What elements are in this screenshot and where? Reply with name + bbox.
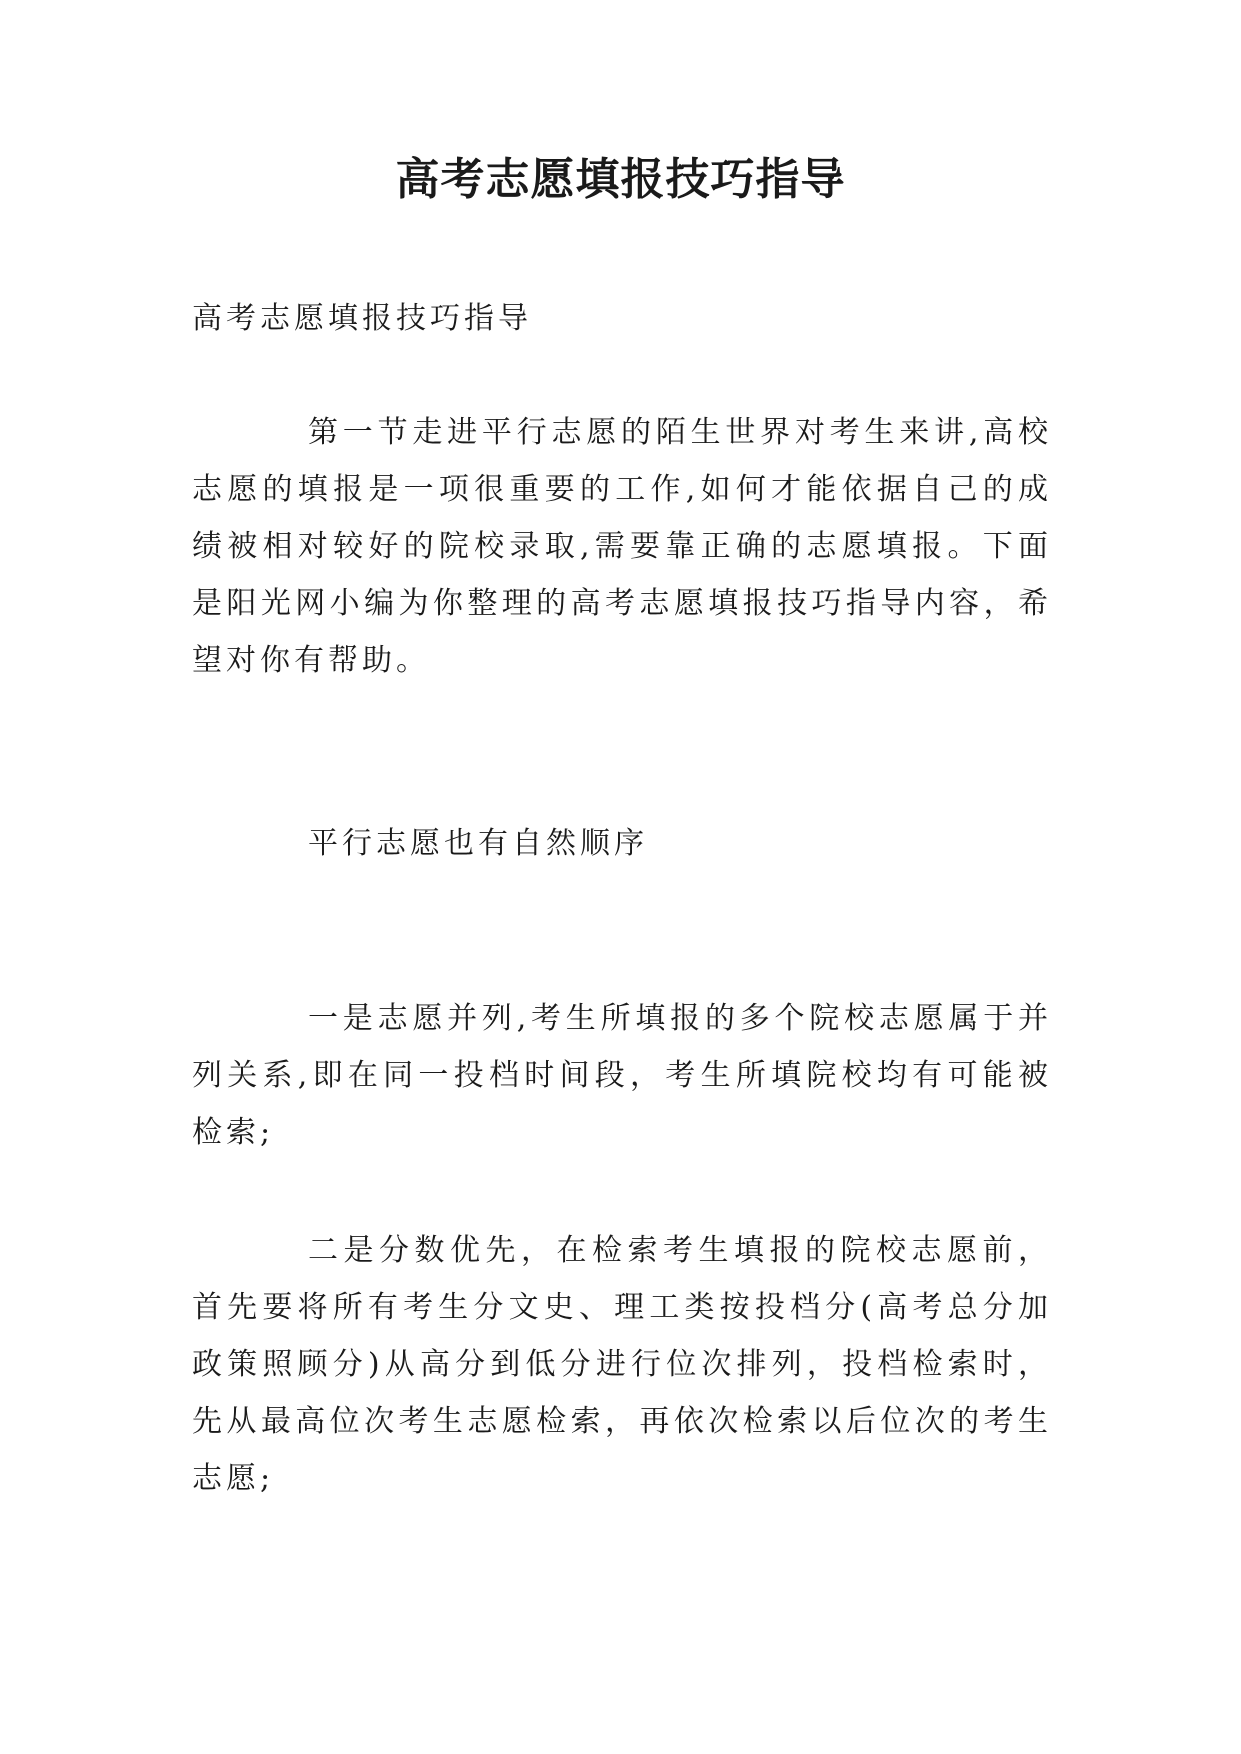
paragraph-point-two: 二是分数优先，在检索考生填报的院校志愿前，首先要将所有考生分文史、理工类按投档分(高考总分加政策照顾分)从高分到低分进行位次排列，投档检索时，先从最高位次考生志愿检索，再依次检索以后位次的考生志愿; xyxy=(192,1233,1052,1496)
paragraph-point-one: 一是志愿并列,考生所填报的多个院校志愿属于并列关系,即在同一投档时间段，考生所填院校均有可能被检索; xyxy=(192,1001,1052,1150)
document-title: 高考志愿填报技巧指导 xyxy=(395,154,846,205)
document-subtitle: 高考志愿填报技巧指导 xyxy=(192,301,532,336)
paragraph-intro: 第一节走进平行志愿的陌生世界对考生来讲,高校志愿的填报是一项很重要的工作,如何才能依据自己的成绩被相对较好的院校录取,需要靠正确的志愿填报。下面是阳光网小编为你整理的高考志愿填报技巧指导内容，希望对你有帮助。 xyxy=(192,415,1052,678)
paragraph-section-heading: 平行志愿也有自然顺序 xyxy=(308,826,648,861)
